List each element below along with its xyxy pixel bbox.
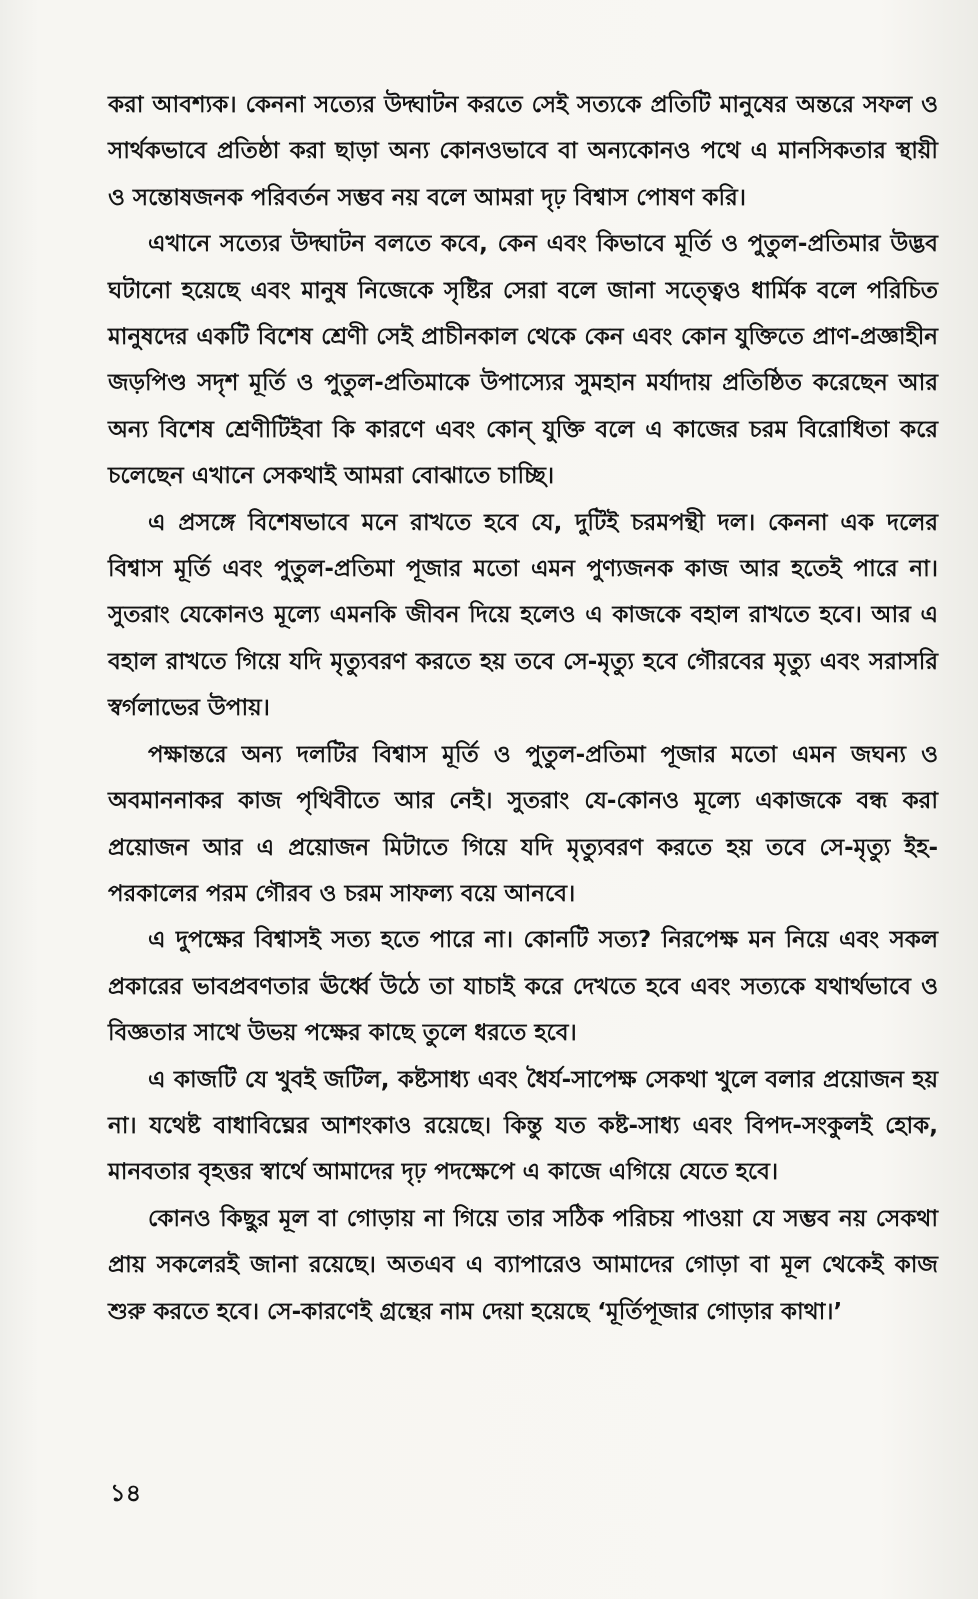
paragraph: এখানে সত্যের উদ্ঘাটন বলতে কবে, কেন এবং কিভাবে মূর্তি ও পুতুল-প্রতিমার উদ্ভব ঘটানো হয়েছে এবং মানুষ নিজেকে সৃষ্টির সেরা বলে জানা সত্ত্বেও ধার্মিক বলে পরিচিত মানুষদের একটি বিশেষ শ্রেণী সেই প্রাচীনকাল থেকে কেন এবং কোন যুক্তিতে প্রাণ-প্রজ্ঞাহীন জড়পিণ্ড সদৃশ মূর্তি ও পুতুল-প্রতিমাকে উপাস্যের সুমহান মর্যাদায় প্রতিষ্ঠিত করেছেন আর অন্য বিশেষ শ্রেণীটিইবা কি কারণে এবং কোন্ যুক্তি বলে এ কাজের চরম বিরোধিতা করে চলেছেন এখানে সেকথাই আমরা বোঝাতে চাচ্ছি।: [108, 231, 938, 490]
paragraph: করা আবশ্যক। কেননা সত্যের উদ্ঘাটন করতে সেই সত্যকে প্রতিটি মানুষের অন্তরে সফল ও সার্থকভাবে প্রতিষ্ঠা করা ছাড়া অন্য কোনওভাবে বা অন্যকোনও পথে এ মানসিকতার স্থায়ী ও সন্তোষজনক পরিবর্তন সম্ভব নয় বলে আমরা দৃঢ় বিশ্বাস পোষণ করি।: [108, 92, 938, 211]
paragraph: এ দুপক্ষের বিশ্বাসই সত্য হতে পারে না। কোনটি সত্য? নিরপেক্ষ মন নিয়ে এবং সকল প্রকারের ভাবপ্রবণতার ঊর্ধ্বে উঠে তা যাচাই করে দেখতে হবে এবং সত্যকে যথার্থভাবে ও বিজ্ঞতার সাথে উভয় পক্ষের কাছে তুলে ধরতে হবে।: [108, 927, 938, 1047]
paragraph: এ কাজটি যে খুবই জটিল, কষ্টসাধ্য এবং ধৈর্য-সাপেক্ষ সেকথা খুলে বলার প্রয়োজন হয় না। যথেষ্ট বাধাবিঘ্নের আশংকাও রয়েছে। কিন্তু যত কষ্ট-সাধ্য এবং বিপদ-সংকুলই হোক, মানবতার বৃহত্তর স্বার্থে আমাদের দৃঢ় পদক্ষেপে এ কাজে এগিয়ে যেতে হবে।: [108, 1066, 938, 1186]
body-text: [108, 82, 938, 1335]
paragraph: পক্ষান্তরে অন্য দলটির বিশ্বাস মূর্তি ও পুতুল-প্রতিমা পূজার মতো এমন জঘন্য ও অবমাননাকর কাজ পৃথিবীতে আর নেই। সুতরাং যে-কোনও মূল্যে একাজকে বন্ধ করা প্রয়োজন আর এ প্রয়োজন মিটাতে গিয়ে যদি মৃত্যুবরণ করতে হয় তবে সে-মৃত্যু ইহ-পরকালের পরম গৌরব ও চরম সাফল্য বয়ে আনবে।: [108, 741, 938, 907]
paragraph: এ প্রসঙ্গে বিশেষভাবে মনে রাখতে হবে যে, দুটিই চরমপন্থী দল। কেননা এক দলের বিশ্বাস মূর্তি এবং পুতুল-প্রতিমা পূজার মতো এমন পুণ্যজনক কাজ আর হতেই পারে না। সুতরাং যেকোনও মূল্যে এমনকি জীবন দিয়ে হলেও এ কাজকে বহাল রাখতে হবে। আর এ বহাল রাখতে গিয়ে যদি মৃত্যুবরণ করতে হয় তবে সে-মৃত্যু হবে গৌরবের মৃত্যু এবং সরাসরি স্বর্গলাভের উপায়।: [108, 509, 938, 722]
paragraph: কোনও কিছুর মূল বা গোড়ায় না গিয়ে তার সঠিক পরিচয় পাওয়া যে সম্ভব নয় সেকথা প্রায় সকলেরই জানা রয়েছে। অতএব এ ব্যাপারেও আমাদের গোড়া বা মূল থেকেই কাজ শুরু করতে হবে। সে-কারণেই গ্রন্থের নাম দেয়া হয়েছে ‘মূর্তিপূজার গোড়ার কাথা।’: [108, 1205, 938, 1325]
page-number: ১৪: [110, 1479, 142, 1507]
